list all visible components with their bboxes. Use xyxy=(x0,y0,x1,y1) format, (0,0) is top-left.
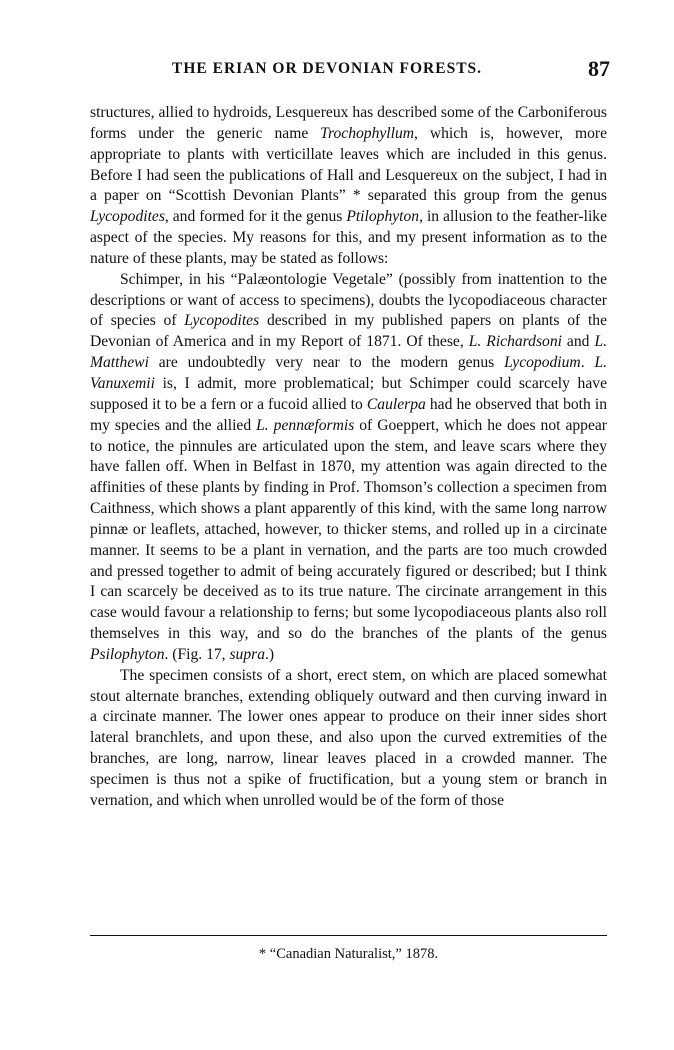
text-run: The specimen consists of a short, erect stem, on which are placed somewhat stout alternate branches, extending obliquely outward and then curving inward in a circinate manner. The lower ones appear to produce on their inner sides short lateral branchlets, and upon these, and also upon the curved extremities of the branches, are long, narrow, linear leaves placed in a crowded manner. The specimen is thus not a spike of fructification, but a young stem or branch in vernation, and which when unrolled would be of the form of those xyxy=(90,666,607,809)
paragraph xyxy=(90,270,607,666)
paragraph xyxy=(90,666,607,812)
italic-text: supra xyxy=(229,645,266,663)
italic-text: Trochophyllum xyxy=(320,124,415,142)
body-text xyxy=(90,103,607,812)
text-run: . xyxy=(580,354,595,372)
text-run: and xyxy=(561,333,595,351)
text-run: had he observed that both in my species and the allied xyxy=(90,395,607,434)
italic-text: Lycopodites xyxy=(90,208,165,226)
text-run: , which is, however, more appropriate to plants with verticillate leaves which are included in this genus. Before I had seen the publications of Hall and Lesquereux on the subject, I had in a paper on “Scottish Devonian Plants” * separated this group from the genus xyxy=(90,124,607,205)
italic-text: L. Vanuxemii xyxy=(90,354,608,392)
italic-text: Lycopodium xyxy=(504,354,581,372)
text-run: , in allusion to the feather-like aspect of the species. My reasons for this, and my present information as to the nature of these plants, may be stated as follows: xyxy=(90,208,608,267)
text-run: described in my published papers on plants of the Devonian of America and in my Report of 1871. Of these, xyxy=(90,312,607,351)
italic-text: L. Matthewi xyxy=(90,333,608,372)
text-run: of Goeppert, which he does not appear to notice, the pinnules are articulated upon the stem, and leave scars where they have fallen off. When in Belfast in 1870, my attention was again directed to the affinities of these plants by finding in Prof. Thomson’s collection a specimen from Caithness, which shows a plant apparently of this kind, with the same long narrow pinnæ or leaflets, attached, however, to thicker stems, and rolled up in a circinate manner. It seems to be a plant in vernation, and the parts are too much crowded and pressed together to admit of being accurately figured or described; but I think I can scarcely be deceived as to its true nature. The circinate arrangement in this case would favour a relationship to ferns; but some lycopodiaceous plants also roll themselves in this way, and so do the branches of the plants of the genus xyxy=(90,416,607,643)
italic-text: L. Richardsoni xyxy=(468,333,562,351)
text-run: . (Fig. 17, xyxy=(164,645,230,663)
running-head xyxy=(90,56,610,84)
footnote-divider xyxy=(90,935,607,936)
text-run: .) xyxy=(265,645,275,663)
paragraph xyxy=(90,103,607,270)
footnote: * “Canadian Naturalist,” 1878. xyxy=(258,946,439,962)
italic-text: Psilophyton xyxy=(90,645,165,663)
italic-text: Lycopodites xyxy=(184,312,260,330)
running-title: THE ERIAN OR DEVONIAN FORESTS. xyxy=(172,60,483,77)
page-number: 87 xyxy=(588,56,610,81)
text-run: is, I admit, more problematical; but Schimper could scarcely have supposed it to be a fern or a fucoid allied to xyxy=(90,374,607,413)
text-run: structures, allied to hydroids, Lesquereux has described some of the Carboniferous forms under the generic name xyxy=(90,104,607,142)
italic-text: L. pennæformis xyxy=(256,416,355,434)
text-run: Schimper, in his “Palæontologie Vegetale” (possibly from inattention to the descriptions or want of access to specimens), doubts the lycopodiaceous character of species of xyxy=(90,270,607,330)
italic-text: Ptilophyton xyxy=(346,208,420,226)
text-run: , and formed for it the genus xyxy=(164,208,347,226)
italic-text: Caulerpa xyxy=(366,395,426,413)
text-run: are undoubtedly very near to the modern genus xyxy=(148,354,505,372)
